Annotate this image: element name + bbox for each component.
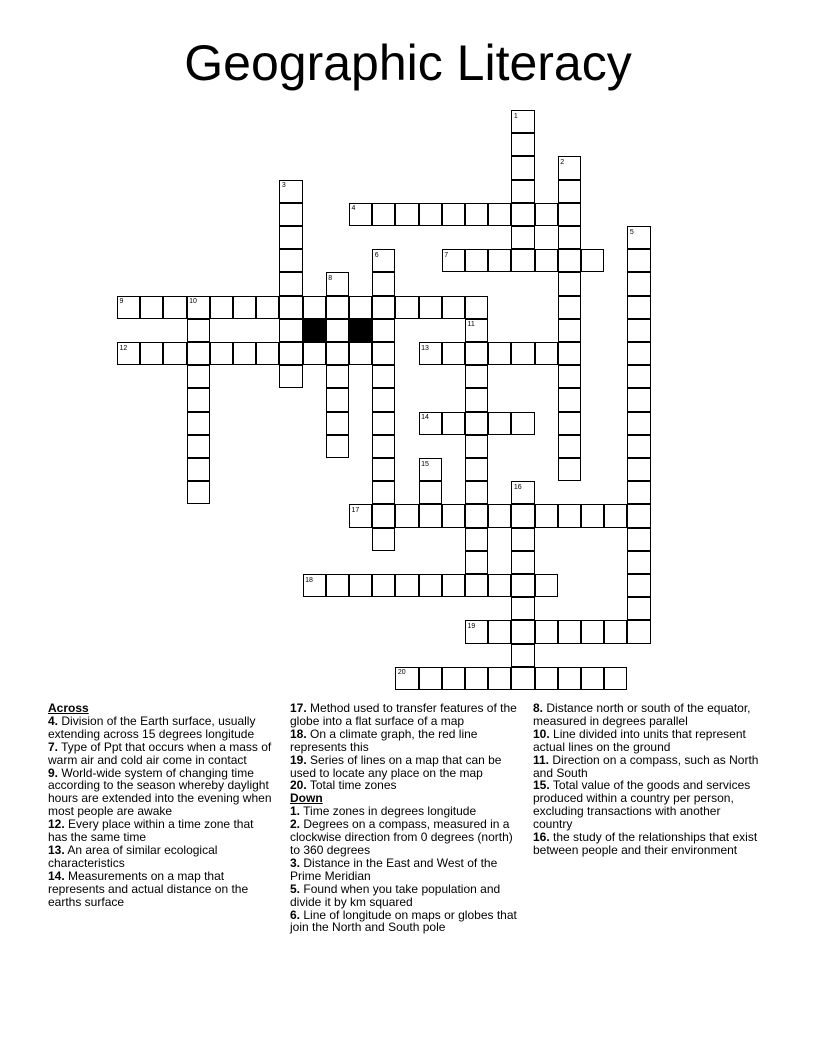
- clue-number: 16: [513, 483, 522, 491]
- clue-number: 11: [467, 321, 475, 329]
- grid-cell[interactable]: [419, 574, 442, 597]
- grid-cell[interactable]: [279, 226, 302, 249]
- clue-item-number: 8.: [533, 701, 544, 715]
- grid-cell[interactable]: [395, 504, 418, 527]
- grid-cell[interactable]: [187, 296, 210, 319]
- clue-number: 5: [629, 228, 634, 236]
- grid-cell[interactable]: [442, 504, 465, 527]
- clue-item: [290, 883, 518, 909]
- grid-cell[interactable]: [511, 342, 534, 365]
- clue-item: [48, 870, 276, 909]
- grid-cell[interactable]: [349, 504, 372, 527]
- clue-number: 14: [421, 414, 429, 422]
- grid-cell[interactable]: [488, 249, 511, 272]
- clue-item-text: Line of longitude on maps or globes that join the North and South pole: [290, 907, 517, 935]
- grid-cell[interactable]: [558, 296, 581, 319]
- grid-cell[interactable]: [303, 342, 326, 365]
- grid-cell[interactable]: [627, 388, 650, 411]
- grid-cell[interactable]: [627, 528, 650, 551]
- grid-cell[interactable]: [511, 180, 534, 203]
- grid-cell[interactable]: [627, 435, 650, 458]
- grid-cell[interactable]: [558, 180, 581, 203]
- grid-cell[interactable]: [511, 156, 534, 179]
- grid-cell[interactable]: [442, 249, 465, 272]
- grid-cell[interactable]: [511, 574, 534, 597]
- clues-column-3: [533, 702, 761, 857]
- grid-cell[interactable]: [627, 342, 650, 365]
- clue-item: [290, 909, 518, 935]
- grid-cell[interactable]: [233, 296, 256, 319]
- grid-cell[interactable]: [558, 435, 581, 458]
- grid-cell[interactable]: [326, 319, 349, 342]
- clue-item: [290, 728, 518, 754]
- clue-item: [533, 754, 761, 780]
- grid-cell[interactable]: [303, 574, 326, 597]
- grid-cell[interactable]: [465, 249, 488, 272]
- grid-cell[interactable]: [372, 481, 395, 504]
- grid-cell[interactable]: [326, 412, 349, 435]
- clue-number: 2: [560, 158, 565, 166]
- grid-cell[interactable]: [535, 574, 558, 597]
- grid-cell[interactable]: [511, 644, 534, 667]
- grid-cell[interactable]: [627, 504, 650, 527]
- grid-cell[interactable]: [558, 365, 581, 388]
- clue-item-number: 9.: [48, 765, 59, 780]
- grid-cell[interactable]: [511, 620, 534, 643]
- grid-cell[interactable]: [511, 203, 534, 226]
- grid-cell[interactable]: [279, 180, 302, 203]
- grid-cell[interactable]: [488, 412, 511, 435]
- clue-item-number: 15.: [533, 778, 550, 793]
- clue-item-text: Found when you take population and divide it by km squared: [290, 881, 501, 909]
- grid-cell[interactable]: [442, 342, 465, 365]
- grid-cell[interactable]: [372, 412, 395, 435]
- grid-cell[interactable]: [233, 342, 256, 365]
- grid-cell[interactable]: [465, 388, 488, 411]
- grid-cell[interactable]: [372, 272, 395, 295]
- grid-cell[interactable]: [558, 667, 581, 690]
- clue-item-text: Total value of the goods and services produced within a country per person, excluding transactions with another country: [533, 778, 751, 832]
- grid-cell[interactable]: [442, 574, 465, 597]
- clue-item-number: 16.: [533, 830, 550, 845]
- clue-number: 15: [421, 460, 429, 468]
- grid-cell[interactable]: [117, 342, 140, 365]
- grid-cell[interactable]: [535, 342, 558, 365]
- grid-cell[interactable]: [558, 342, 581, 365]
- grid-cell[interactable]: [326, 272, 349, 295]
- grid-cell[interactable]: [465, 342, 488, 365]
- clue-item-number: 18.: [290, 726, 307, 741]
- clue-item-text: On a climate graph, the red line represents this: [290, 726, 478, 754]
- grid-cell[interactable]: [511, 133, 534, 156]
- grid-cell[interactable]: [187, 365, 210, 388]
- clue-item: [290, 779, 518, 792]
- clue-item-text: Series of lines on a map that can be used to locate any place on the map: [290, 752, 502, 780]
- grid-cell[interactable]: [627, 620, 650, 643]
- grid-cell[interactable]: [511, 597, 534, 620]
- grid-cell[interactable]: [488, 342, 511, 365]
- grid-cell[interactable]: [395, 574, 418, 597]
- grid-cell[interactable]: [210, 342, 233, 365]
- grid-cell[interactable]: [535, 249, 558, 272]
- grid-cell[interactable]: [511, 481, 534, 504]
- grid-cell[interactable]: [465, 435, 488, 458]
- grid-cell[interactable]: [187, 412, 210, 435]
- grid-cell[interactable]: [627, 226, 650, 249]
- grid-cell[interactable]: [511, 551, 534, 574]
- grid-cell[interactable]: [488, 667, 511, 690]
- grid-cell[interactable]: [419, 481, 442, 504]
- grid-cell[interactable]: [372, 342, 395, 365]
- black-cell: [349, 319, 372, 342]
- grid-cell[interactable]: [419, 203, 442, 226]
- grid-cell[interactable]: [627, 551, 650, 574]
- clue-item-text: Every place within a time zone that has the same time: [48, 817, 254, 845]
- grid-cell[interactable]: [627, 296, 650, 319]
- grid-cell[interactable]: [372, 574, 395, 597]
- grid-cell[interactable]: [627, 458, 650, 481]
- grid-cell[interactable]: [303, 296, 326, 319]
- grid-cell[interactable]: [488, 620, 511, 643]
- grid-cell[interactable]: [511, 528, 534, 551]
- grid-cell[interactable]: [627, 574, 650, 597]
- clue-item: [290, 754, 518, 780]
- grid-cell[interactable]: [535, 203, 558, 226]
- clue-item-number: 19.: [290, 752, 307, 767]
- grid-cell[interactable]: [279, 365, 302, 388]
- grid-cell[interactable]: [465, 296, 488, 319]
- clue-item-number: 13.: [48, 842, 65, 857]
- clue-heading: Across: [48, 701, 89, 715]
- clue-number: 17: [351, 506, 360, 514]
- grid-cell[interactable]: [511, 249, 534, 272]
- grid-cell[interactable]: [465, 528, 488, 551]
- clue-item-text: Distance north or south of the equator, measured in degrees parallel: [533, 701, 751, 728]
- grid-cell[interactable]: [372, 504, 395, 527]
- grid-cell[interactable]: [372, 458, 395, 481]
- clue-item: [533, 779, 761, 831]
- grid-cell[interactable]: [465, 551, 488, 574]
- grid-cell[interactable]: [535, 504, 558, 527]
- clue-item: [48, 767, 276, 819]
- clues-column-1: [48, 702, 276, 909]
- grid-cell[interactable]: [627, 272, 650, 295]
- grid-cell[interactable]: [163, 342, 186, 365]
- clue-item: [48, 741, 276, 767]
- clue-item: [533, 728, 761, 754]
- clue-number: 8: [328, 274, 333, 282]
- grid-cell[interactable]: [558, 319, 581, 342]
- grid-cell[interactable]: [326, 435, 349, 458]
- clue-number: 19: [467, 622, 476, 630]
- clue-item: [290, 857, 518, 883]
- grid-cell[interactable]: [558, 458, 581, 481]
- clue-item-text: Measurements on a map that represents and actual distance on the earths surface: [48, 868, 249, 909]
- grid-cell[interactable]: [187, 319, 210, 342]
- clue-item: [48, 844, 276, 870]
- grid-cell[interactable]: [627, 412, 650, 435]
- grid-cell[interactable]: [581, 667, 604, 690]
- grid-cell[interactable]: [372, 388, 395, 411]
- grid-cell[interactable]: [488, 203, 511, 226]
- clue-item-number: 10.: [533, 726, 550, 741]
- clue-item-text: Distance in the East and West of the Prime Meridian: [290, 855, 498, 883]
- clue-item-number: 3.: [290, 855, 301, 870]
- grid-cell[interactable]: [187, 435, 210, 458]
- clue-item: [533, 702, 761, 728]
- grid-cell[interactable]: [465, 620, 488, 643]
- grid-cell[interactable]: [558, 226, 581, 249]
- grid-cell[interactable]: [442, 296, 465, 319]
- grid-cell[interactable]: [372, 249, 395, 272]
- grid-cell[interactable]: [511, 504, 534, 527]
- clue-item-number: 7.: [48, 739, 59, 754]
- grid-cell[interactable]: [279, 272, 302, 295]
- clue-item: [533, 831, 761, 857]
- grid-cell[interactable]: [627, 319, 650, 342]
- grid-cell[interactable]: [581, 504, 604, 527]
- grid-cell[interactable]: [604, 620, 627, 643]
- grid-cell[interactable]: [372, 528, 395, 551]
- grid-cell[interactable]: [140, 342, 163, 365]
- clue-item-text: Division of the Earth surface, usually extending across 15 degrees longitude: [48, 713, 256, 741]
- black-cell: [303, 319, 326, 342]
- grid-cell[interactable]: [627, 481, 650, 504]
- grid-cell[interactable]: [558, 388, 581, 411]
- clue-item: [48, 715, 276, 741]
- clues-column-2: [290, 702, 518, 934]
- grid-cell[interactable]: [511, 412, 534, 435]
- clue-item-number: 2.: [290, 817, 301, 832]
- grid-cell[interactable]: [465, 412, 488, 435]
- grid-cell[interactable]: [372, 365, 395, 388]
- grid-cell[interactable]: [604, 504, 627, 527]
- grid-cell[interactable]: [349, 342, 372, 365]
- grid-cell[interactable]: [419, 667, 442, 690]
- clue-item-number: 5.: [290, 881, 301, 896]
- grid-cell[interactable]: [627, 597, 650, 620]
- grid-cell[interactable]: [442, 203, 465, 226]
- grid-cell[interactable]: [558, 156, 581, 179]
- grid-cell[interactable]: [558, 504, 581, 527]
- grid-cell[interactable]: [279, 319, 302, 342]
- grid-cell[interactable]: [627, 249, 650, 272]
- grid-cell[interactable]: [465, 319, 488, 342]
- clue-number: 13: [421, 344, 429, 352]
- grid-cell[interactable]: [419, 342, 442, 365]
- grid-cell[interactable]: [395, 203, 418, 226]
- grid-cell[interactable]: [465, 481, 488, 504]
- clue-item-number: 4.: [48, 713, 59, 728]
- grid-cell[interactable]: [419, 296, 442, 319]
- grid-cell[interactable]: [558, 412, 581, 435]
- clue-item-number: 17.: [290, 701, 307, 715]
- clue-number: 18: [305, 576, 313, 584]
- clue-item-text: Method used to transfer features of the globe into a flat surface of a map: [290, 701, 517, 728]
- grid-cell[interactable]: [326, 388, 349, 411]
- clue-number: 4: [351, 205, 356, 213]
- clue-item-text: An area of similar ecological characteristics: [48, 842, 218, 870]
- clue-item-number: 6.: [290, 907, 301, 922]
- clue-number: 6: [374, 251, 379, 259]
- grid-cell[interactable]: [372, 319, 395, 342]
- clue-item: [290, 702, 518, 728]
- clue-item-text: Type of Ppt that occurs when a mass of warm air and cold air come in contact: [48, 739, 272, 767]
- grid-cell[interactable]: [419, 458, 442, 481]
- grid-cell[interactable]: [349, 296, 372, 319]
- grid-cell[interactable]: [442, 667, 465, 690]
- grid-cell[interactable]: [372, 203, 395, 226]
- clue-item-text: Time zones in degrees longitude: [303, 804, 477, 819]
- grid-cell[interactable]: [279, 296, 302, 319]
- grid-cell[interactable]: [465, 667, 488, 690]
- clue-item-text: Direction on a compass, such as North and South: [533, 752, 759, 780]
- page-title: Geographic Literacy: [184, 35, 632, 91]
- grid-cell[interactable]: [326, 296, 349, 319]
- clue-number: 12: [119, 344, 128, 352]
- grid-cell[interactable]: [465, 504, 488, 527]
- grid-cell[interactable]: [326, 574, 349, 597]
- grid-cell[interactable]: [187, 481, 210, 504]
- clue-item-number: 11.: [533, 752, 550, 767]
- clue-item-number: 12.: [48, 817, 65, 832]
- clue-heading: Down: [290, 791, 323, 806]
- grid-cell[interactable]: [558, 272, 581, 295]
- grid-cell[interactable]: [326, 365, 349, 388]
- grid-cell[interactable]: [442, 412, 465, 435]
- grid-cell[interactable]: [187, 458, 210, 481]
- grid-cell[interactable]: [279, 249, 302, 272]
- grid-cell[interactable]: [349, 203, 372, 226]
- clue-item-text: World-wide system of changing time according to the season whereby daylight hours are extended into the evening when most people are awake: [48, 765, 272, 819]
- grid-cell[interactable]: [558, 203, 581, 226]
- clue-item: [290, 818, 518, 857]
- grid-cell[interactable]: [419, 504, 442, 527]
- clue-item-text: Degrees on a compass, measured in a clockwise direction from 0 degrees (north) to 360 degrees: [290, 817, 513, 857]
- clue-item-number: 14.: [48, 868, 65, 883]
- grid-cell[interactable]: [465, 574, 488, 597]
- grid-cell[interactable]: [488, 504, 511, 527]
- clue-number: 20: [397, 669, 406, 677]
- grid-cell[interactable]: [210, 296, 233, 319]
- clue-item: [48, 818, 276, 844]
- grid-cell[interactable]: [117, 296, 140, 319]
- clue-number: 10: [189, 298, 197, 306]
- grid-cell[interactable]: [163, 296, 186, 319]
- clue-item-text: Total time zones: [309, 778, 397, 793]
- clue-item-number: 20.: [290, 778, 307, 793]
- grid-cell[interactable]: [187, 388, 210, 411]
- clue-number: 9: [119, 298, 124, 306]
- clue-item-text: Line divided into units that represent actual lines on the ground: [533, 726, 746, 754]
- grid-cell[interactable]: [558, 620, 581, 643]
- grid-cell[interactable]: [465, 365, 488, 388]
- clue-item-number: 1.: [290, 804, 301, 819]
- grid-cell[interactable]: [279, 342, 302, 365]
- grid-cell[interactable]: [349, 574, 372, 597]
- grid-cell[interactable]: [395, 667, 418, 690]
- grid-cell[interactable]: [140, 296, 163, 319]
- grid-cell[interactable]: [256, 296, 279, 319]
- grid-cell[interactable]: [535, 620, 558, 643]
- clue-item-text: the study of the relationships that exist between people and their environment: [533, 830, 758, 857]
- grid-cell[interactable]: [511, 226, 534, 249]
- grid-cell[interactable]: [419, 412, 442, 435]
- grid-cell[interactable]: [488, 574, 511, 597]
- grid-cell[interactable]: [465, 458, 488, 481]
- grid-cell[interactable]: [187, 342, 210, 365]
- grid-cell[interactable]: [372, 435, 395, 458]
- grid-cell[interactable]: [395, 296, 418, 319]
- grid-cell[interactable]: [465, 203, 488, 226]
- grid-cell[interactable]: [581, 249, 604, 272]
- grid-cell[interactable]: [372, 296, 395, 319]
- grid-cell[interactable]: [535, 667, 558, 690]
- grid-cell[interactable]: [511, 110, 534, 133]
- clue-number: 1: [513, 112, 518, 120]
- grid-cell[interactable]: [326, 342, 349, 365]
- grid-cell[interactable]: [511, 667, 534, 690]
- grid-cell[interactable]: [627, 365, 650, 388]
- clue-number: 7: [444, 251, 449, 259]
- clue-number: 3: [281, 182, 286, 190]
- grid-cell[interactable]: [581, 620, 604, 643]
- grid-cell[interactable]: [558, 249, 581, 272]
- grid-cell[interactable]: [256, 342, 279, 365]
- grid-cell[interactable]: [604, 667, 627, 690]
- grid-cell[interactable]: [279, 203, 302, 226]
